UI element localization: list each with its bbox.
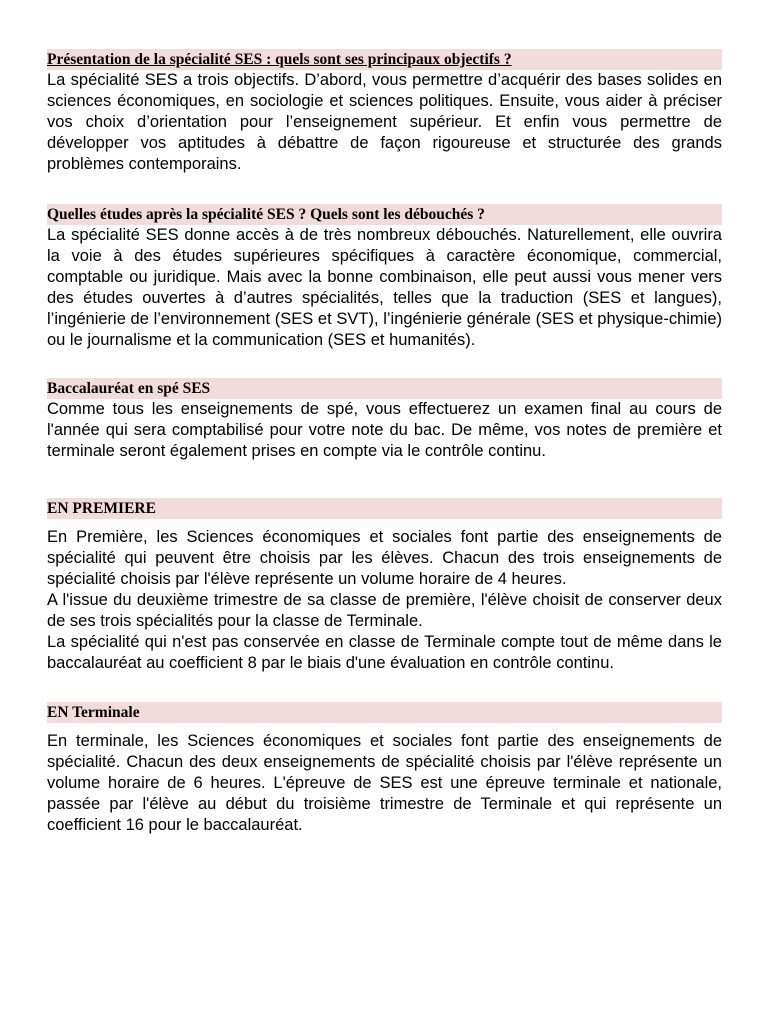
paragraph: La spécialité SES a trois objectifs. D’abord, vous permettre d’acquérir des bases solides en sciences économiques, en sociologie et sciences politiques. Ensuite, vous aider à préciser vos choix d’orientation pour l’enseignement supérieur. Et enfin vous permettre de développer vos aptitudes à débattre de façon rigoureuse et structurée des grands problèmes contemporains.	[47, 71, 722, 173]
section-premiere	[47, 498, 722, 674]
heading-text: Présentation de la spécialité SES : quels sont ses principaux objectifs ?	[47, 51, 512, 68]
section-heading: EN Terminale	[47, 702, 722, 723]
paragraph: La spécialité qui n'est pas conservée en classe de Terminale compte tout de même dans le baccalauréat au coefficient 8 par le biais d'une évaluation en contrôle continu.	[47, 633, 722, 672]
section-baccalaureat	[47, 378, 722, 462]
paragraph: A l'issue du deuxième trimestre de sa classe de première, l'élève choisit de conserver deux de ses trois spécialités pour la classe de Terminale.	[47, 591, 722, 630]
section-heading: Baccalauréat en spé SES	[47, 378, 722, 399]
spacer	[47, 723, 722, 731]
section-debouches	[47, 204, 722, 351]
paragraph: Comme tous les enseignements de spé, vous effectuerez un examen final au cours de l'année qui sera comptabilisé pour votre note du bac. De même, vos notes de première et terminale seront également prises en compte via le contrôle continu.	[47, 400, 722, 460]
section-heading: Quelles études après la spécialité SES ? Quels sont les débouchés ?	[47, 204, 722, 225]
paragraph: La spécialité SES donne accès à de très nombreux débouchés. Naturellement, elle ouvrira la voie à des études supérieures spécifiques à caractère économique, commercial, comptable ou juridique. Mais avec la bonne combinaison, elle peut aussi vous mener vers des études ouvertes à d’autres spécialités, telles que la traduction (SES et langues), l’ingénierie de l’environnement (SES et SVT), l’ingénierie générale (SES et physique-chimie) ou le journalisme et la communication (SES et humanités).	[47, 226, 722, 349]
spacer	[47, 519, 722, 527]
section-heading: EN PREMIERE	[47, 498, 722, 519]
paragraph: En terminale, les Sciences économiques et sociales font partie des enseignements de spécialité. Chacun des deux enseignements de spécialité choisis par l'élève représente un volume horaire de 6 heures. L'épreuve de SES est une épreuve terminale et nationale, passée par l'élève au début du troisième trimestre de Terminale et qui représente un coefficient 16 pour le baccalauréat.	[47, 732, 722, 834]
section-heading	[47, 49, 722, 70]
document-page	[47, 49, 722, 836]
section-objectifs	[47, 49, 722, 175]
section-terminale	[47, 702, 722, 836]
paragraph: En Première, les Sciences économiques et sociales font partie des enseignements de spécialité qui peuvent être choisis par les élèves. Chacun des trois enseignements de spécialité choisis par l'élève représente un volume horaire de 4 heures.	[47, 528, 722, 588]
